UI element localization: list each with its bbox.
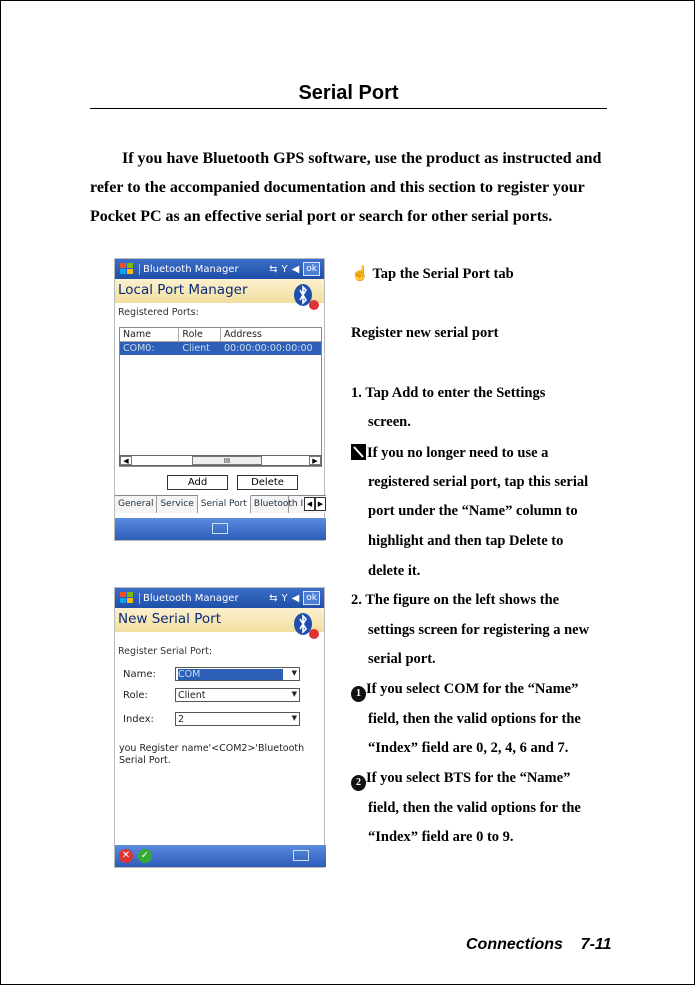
port-name: COM0: (123, 343, 155, 354)
signal-icon[interactable]: Y (281, 263, 288, 275)
scroll-thumb[interactable]: III (192, 456, 262, 465)
name-row (123, 667, 300, 681)
new-serial-port-screenshot (114, 587, 325, 868)
screen-heading: Local Port Manager (118, 282, 248, 298)
note-line-2: registered serial port, tap this serial (368, 474, 589, 490)
tap-tab-name: Serial Port (422, 266, 490, 282)
note-delete: Delete (509, 533, 548, 549)
dropdown-arrow-icon[interactable]: ▼ (291, 714, 297, 722)
bullet-1-line-3: “Index” field are 0, 2, 4, 6 and 7. (368, 740, 569, 756)
tap-serial-port-line (351, 265, 514, 283)
ok-button[interactable]: ok (303, 262, 320, 276)
intro-paragraph: If you have Bluetooth GPS software, use the product as instructed and refer to the accompanied documentation and this section to register your Pocket PC as an effective serial port or search for other serial ports. (90, 150, 602, 225)
step-1-text-a: Tap (365, 385, 392, 401)
screen-heading: New Serial Port (118, 611, 221, 627)
list-header (120, 328, 321, 342)
step-1-number: 1. (351, 385, 362, 401)
footer-page-number: 7-11 (580, 936, 612, 953)
name-select[interactable] (175, 667, 300, 681)
role-value: Client (178, 689, 206, 701)
cancel-icon[interactable]: ✕ (119, 849, 133, 863)
role-row (123, 688, 300, 702)
note-line-1 (351, 444, 548, 462)
note-line-3: port under the “Name” column to (368, 503, 578, 519)
section-title: Serial Port (298, 82, 399, 104)
step-1-text-b: to enter the Settings (418, 385, 546, 401)
registered-ports-list[interactable] (119, 327, 322, 467)
title-bar (115, 588, 324, 608)
note-line-4 (368, 533, 563, 550)
column-address[interactable]: Address (224, 329, 262, 340)
step-2-line-1 (351, 592, 559, 609)
tab-bar (115, 495, 326, 513)
bullet-2-line-1 (351, 770, 570, 791)
role-label: Role: (123, 689, 148, 701)
bullet-1-line-1 (351, 681, 578, 702)
step-1-add: Add (391, 385, 419, 401)
register-heading: Register new serial port (351, 325, 499, 341)
note-text-4a: highlight and then tap (368, 533, 510, 549)
role-select[interactable] (175, 688, 300, 702)
tab-bluetooth[interactable]: Bluetooth I (251, 496, 289, 513)
confirm-icon[interactable]: ✓ (138, 849, 152, 863)
stylus-icon: ☝ (351, 266, 370, 282)
connectivity-icon[interactable]: ⇆ (269, 263, 278, 275)
bluetooth-icon (291, 282, 321, 312)
tab-service[interactable]: Service (157, 496, 197, 513)
number-two-icon: 2 (351, 775, 366, 791)
step-2-text-1: The figure on the left shows the (365, 592, 560, 608)
dropdown-arrow-icon[interactable]: ▼ (291, 690, 297, 698)
index-value: 2 (178, 713, 185, 725)
note-text-1: If you no longer need to use a (367, 445, 549, 461)
index-row (123, 712, 300, 726)
signal-icon[interactable]: Y (281, 592, 288, 604)
menu-bar (115, 845, 326, 867)
ok-button[interactable]: ok (303, 591, 320, 605)
windows-logo-icon[interactable] (119, 262, 135, 276)
note-line-5: delete it. (368, 563, 421, 579)
registered-ports-label: Registered Ports: (118, 307, 199, 318)
port-address: 00:00:00:00:00:00 (224, 343, 313, 354)
title-bar (115, 259, 324, 279)
bullet-1-line-2: field, then the valid options for the (368, 711, 581, 727)
menu-bar (115, 518, 326, 540)
number-one-icon: 1 (351, 686, 366, 702)
scroll-left-icon[interactable]: ◀ (120, 456, 132, 465)
name-value: COM (178, 669, 283, 680)
tap-suffix: tab (489, 266, 514, 282)
page-footer (466, 936, 612, 954)
note-icon (351, 444, 366, 460)
windows-logo-icon[interactable] (119, 591, 135, 605)
add-button[interactable]: Add (167, 475, 228, 490)
local-port-manager-screenshot (114, 258, 325, 541)
note-text-4c: to (547, 533, 564, 549)
tap-prefix: Tap the (372, 266, 423, 282)
bullet-2-line-3: “Index” field are 0 to 9. (368, 829, 514, 845)
step-2-line-2: settings screen for registering a new (368, 622, 590, 638)
step-2-number: 2. (351, 592, 362, 608)
app-title: Bluetooth Manager (139, 593, 269, 604)
column-role[interactable]: Role (179, 328, 221, 341)
bullet-2-line-2: field, then the valid options for the (368, 800, 581, 816)
volume-icon[interactable]: ◀ (291, 592, 300, 604)
app-title: Bluetooth Manager (139, 264, 269, 275)
name-label: Name: (123, 668, 156, 680)
tab-serial-port[interactable]: Serial Port (198, 495, 251, 513)
step-2-line-3: serial port. (368, 651, 436, 667)
step-1-line-1 (351, 385, 545, 402)
tab-left-icon[interactable]: ◀ (304, 497, 315, 511)
dropdown-arrow-icon[interactable]: ▼ (291, 669, 297, 677)
step-1-line-2: screen. (368, 414, 411, 430)
scroll-right-icon[interactable]: ▶ (309, 456, 321, 465)
bluetooth-icon (291, 611, 321, 641)
port-role: Client (182, 343, 210, 354)
connectivity-icon[interactable]: ⇆ (269, 592, 278, 604)
screen-header (115, 279, 324, 303)
tab-general[interactable]: General (115, 496, 157, 513)
registration-note: you Register name'<COM2>'Bluetooth Serial Port. (119, 743, 305, 766)
port-row[interactable] (120, 342, 321, 355)
index-label: Index: (123, 713, 154, 725)
tab-right-icon[interactable]: ▶ (315, 497, 326, 511)
volume-icon[interactable]: ◀ (291, 263, 300, 275)
keyboard-icon[interactable] (293, 850, 309, 861)
title-underline (90, 108, 607, 109)
register-serial-port-label: Register Serial Port: (118, 646, 213, 657)
delete-button[interactable]: Delete (237, 475, 298, 490)
index-select[interactable] (175, 712, 300, 726)
horizontal-scrollbar[interactable] (119, 455, 322, 466)
keyboard-icon[interactable] (212, 523, 228, 534)
bullet-2-text-1: If you select BTS for the “Name” (366, 770, 571, 786)
column-name[interactable]: Name (120, 328, 179, 341)
screen-header (115, 608, 324, 632)
bullet-1-text-1: If you select COM for the “Name” (366, 681, 579, 697)
footer-section: Connections (466, 936, 563, 953)
